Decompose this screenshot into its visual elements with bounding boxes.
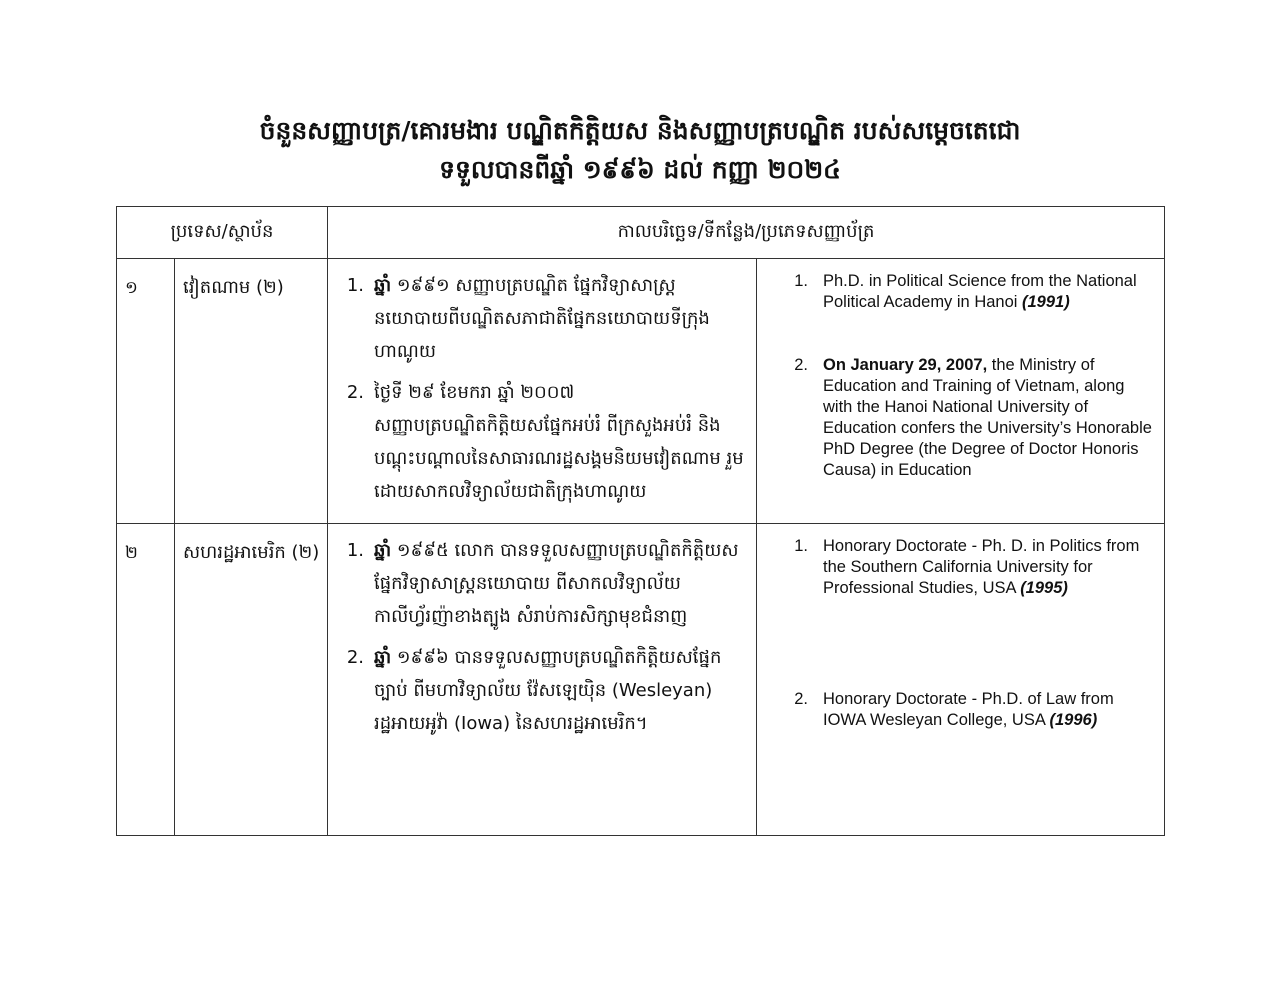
list-item <box>757 271 1156 313</box>
list-item <box>328 376 746 508</box>
item-number: 2. <box>794 690 808 708</box>
list-item <box>328 269 746 368</box>
khmer-details <box>328 524 757 836</box>
item-date: On January 29, 2007, <box>823 356 988 374</box>
list-item <box>757 355 1156 481</box>
row-number: ២ <box>117 524 175 836</box>
item-lead: ឆ្នាំ <box>374 540 392 561</box>
item-text: the Ministry of Education and Training of Vietnam, along with the Hanoi National University of Education confers the University’s Honorable PhD Degree (the Degree of Doctor Honoris Causa) in Education <box>823 356 1152 479</box>
table-header-row <box>117 207 1165 259</box>
item-number: 2. <box>346 382 364 403</box>
item-year: (1991) <box>1022 293 1070 311</box>
item-text: ១៩៩៦ បានទទួលសញ្ញាបត្របណ្ឌិតកិត្តិយសផ្នែកច្បាប់ ពីមហាវិទ្យាល័យ វ៉ែសឡេយ៉ិន (Wesleyan) រដ្ឋអាយអូវ៉ា (Iowa) នៃសហរដ្ឋអាមេរិក។ <box>374 647 722 734</box>
table-row <box>117 259 1165 524</box>
list-item <box>757 689 1156 731</box>
item-number: 1. <box>794 272 808 290</box>
item-number: 1. <box>794 537 808 555</box>
item-text: ១៩៩១ សញ្ញាបត្របណ្ឌិត ផ្នែកវិទ្យាសាស្ត្រនយោបាយពីបណ្ឌិតសភាជាតិផ្នែកនយោបាយទីក្រុងហាណូយ <box>374 275 710 362</box>
row-number: ១ <box>117 259 175 524</box>
table-row <box>117 524 1165 836</box>
item-text: Honorary Doctorate - Ph. D. in Politics from the Southern California University for Professional Studies, USA <box>823 537 1140 597</box>
item-text: Honorary Doctorate - Ph.D. of Law from IOWA Wesleyan College, USA <box>823 690 1114 729</box>
degrees-table <box>116 206 1165 836</box>
item-number: 2. <box>346 647 364 668</box>
item-number: 1. <box>346 540 364 561</box>
item-text: ១៩៩៥ លោក បានទទួលសញ្ញាបត្របណ្ឌិតកិត្តិយសផ្នែកវិទ្យាសាស្ត្រនយោបាយ ពីសាកលវិទ្យាល័យកាលីហ្វ័រញ៉ាខាងត្បូង សំរាប់ការសិក្សាមុខជំនាញ <box>374 540 739 627</box>
list-item <box>328 534 746 633</box>
item-lead: ឆ្នាំ <box>374 275 392 296</box>
item-year: (1995) <box>1020 579 1068 597</box>
item-number: 2. <box>794 356 808 374</box>
item-number: 1. <box>346 275 364 296</box>
item-text: ថ្ងៃទី ២៩ ខែមករា ឆ្នាំ ២០០៧ សញ្ញាបត្របណ្ឌិតកិត្តិយសផ្នែកអប់រំ ពីក្រសួងអប់រំ និងបណ្តុះបណ្តាលនៃសាធារណរដ្ឋសង្គមនិយមវៀតណាម រួមដោយសាកលវិទ្យាល័យជាតិក្រុងហាណូយ <box>374 382 744 502</box>
english-details <box>757 524 1165 836</box>
english-details <box>757 259 1165 524</box>
header-details: កាលបរិច្ឆេទ/ទីកន្លែង/ប្រភេទសញ្ញាប័ត្រ <box>328 207 1165 259</box>
document-subtitle: ទទួលបានពីឆ្នាំ ១៩៩៦ ដល់ កញ្ញា ២០២៤ <box>439 155 841 184</box>
document-title: ចំនួនសញ្ញាបត្រ/គោរមងារ បណ្ឌិតកិត្តិយស និងសញ្ញាបត្របណ្ឌិត របស់សម្តេចតេជោ <box>259 116 1021 145</box>
list-item <box>757 536 1156 599</box>
khmer-details <box>328 259 757 524</box>
row-country: វៀតណាម (២) <box>175 259 328 524</box>
item-year: (1996) <box>1049 711 1098 729</box>
list-item <box>328 641 746 740</box>
item-text: Ph.D. in Political Science from the National Political Academy in Hanoi <box>823 272 1137 311</box>
row-country: សហរដ្ឋអាមេរិក (២) <box>175 524 328 836</box>
header-country: ប្រទេស/ស្ថាប័ន <box>117 207 328 259</box>
item-lead: ឆ្នាំ <box>374 647 392 668</box>
